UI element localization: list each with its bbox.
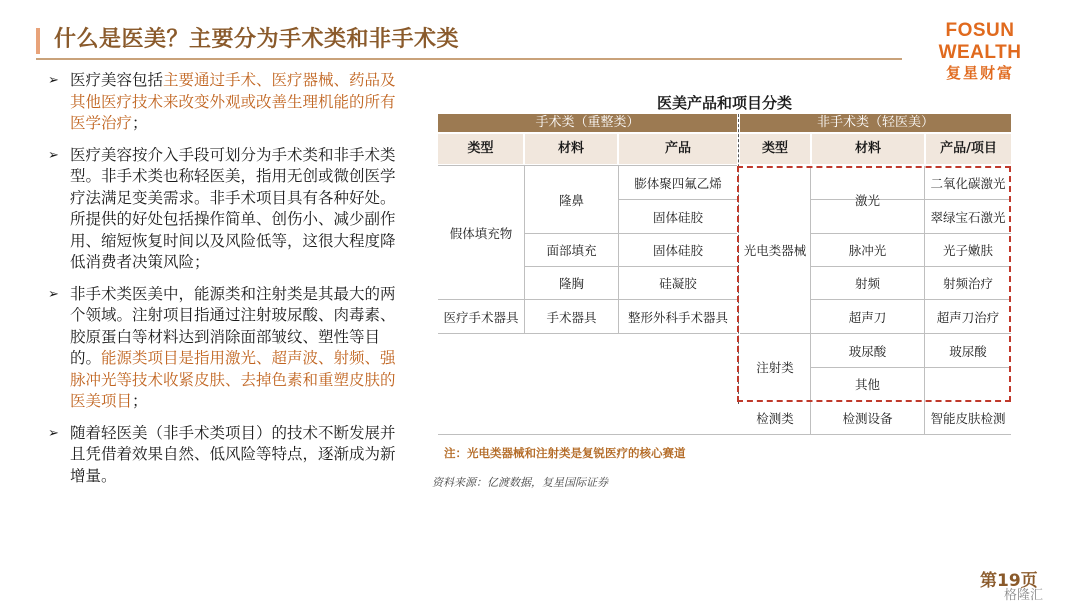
cell-type-injection: 注射类 — [756, 360, 794, 375]
cell-product-gel: 硅凝胶 — [659, 276, 697, 291]
bullet-text: 医疗美容包括主要通过手术、医疗器械、药品及其他医疗技术来改变外观或改善生理机能的所有医学治疗； — [70, 71, 396, 132]
bullet-text: 非手术类医美中，能源类和注射类是其最大的两个领域。注射项目指通过注射玻尿酸、肉毒素、胶原蛋白等材料达到消除面部皱纹、塑性等目的。能源类项目是指用激光、超声波、射频、强脉冲光等技术收紧皮肤、去掉色素和重塑皮肤的医美项目； — [70, 284, 396, 410]
table-note: 注：光电类器械和注射类是复锐医疗的核心赛道 — [444, 446, 686, 460]
col-header-material-left: 材料 — [525, 134, 617, 164]
cell-material-face: 面部填充 — [546, 243, 597, 258]
bullet-text: 随着轻医美（非手术类项目）的技术不断发展并且凭借着效果自然、低风险等特点，逐渐成为新增量。 — [70, 423, 396, 485]
title-underline — [36, 58, 902, 60]
col-header-material-right: 材料 — [812, 134, 924, 164]
col-header-type-left: 类型 — [438, 134, 523, 164]
arrow-bullet-icon: ➢ — [48, 286, 59, 302]
cell-material-ipl: 脉冲光 — [848, 243, 887, 258]
cell-type-device: 医疗手术器具 — [443, 309, 519, 325]
cell-material-other: 其他 — [854, 377, 880, 392]
table-bottom-line — [438, 434, 1011, 435]
fosun-wealth-logo — [905, 20, 1055, 82]
cell-product-ha: 玻尿酸 — [949, 343, 987, 359]
cell-product-photon: 光子嫩肤 — [942, 243, 993, 258]
cell-product-silicone: 固体硅胶 — [652, 243, 703, 258]
watermark: 格隆汇 — [1004, 588, 1044, 603]
col-header-product-left: 产品 — [619, 134, 737, 164]
cell-material-device: 手术器具 — [546, 309, 597, 325]
col-header-type-right: 类型 — [740, 134, 810, 164]
cell-product-co2: 二氧化碳激光 — [930, 175, 1006, 191]
row-divider — [438, 333, 737, 334]
cell-product-ultrasound: 超声刀治疗 — [936, 309, 1000, 325]
cell-product-device: 整形外科手术器具 — [627, 309, 728, 325]
page-number: 第19页 — [980, 571, 1038, 591]
arrow-bullet-icon: ➢ — [48, 425, 59, 441]
classification-table — [438, 114, 1011, 436]
cell-material-breast: 隆胸 — [558, 276, 584, 291]
cell-type-detection: 检测类 — [756, 410, 794, 426]
page-title: 什么是医美？主要分为手术类和非手术类 — [54, 27, 460, 52]
bullet-item — [46, 284, 396, 413]
cell-material-ultrasound: 超声刀 — [848, 309, 887, 325]
cell-product-eptfe: 膨体聚四氟乙烯 — [634, 175, 722, 191]
cell-type-filler: 假体填充物 — [449, 225, 513, 241]
logo-english: FOSUN WEALTH — [938, 20, 1022, 63]
cell-material-rf: 射频 — [854, 276, 880, 291]
cell-material-ha: 玻尿酸 — [848, 343, 887, 359]
cell-product-rf: 射频治疗 — [942, 276, 993, 291]
group-header-surgical: 手术类（重整类） — [438, 114, 737, 132]
table-title: 医美产品和项目分类 — [656, 94, 792, 112]
col-header-product-right: 产品/项目 — [926, 134, 1011, 164]
highlight-box — [737, 166, 1011, 402]
bullet-text: 医疗美容按介入手段可划分为手术类和非手术类型。非手术类也称轻医美，指用无创或微创医学疗法满足变美需求。非手术项目具有各种好处。所提供的好处包括操作简单、创伤小、减少副作用、缩短恢复时间以及风险低等，这很大程度降低消费者决策风险； — [70, 145, 396, 271]
bullet-list — [46, 70, 396, 497]
source-citation: 资料来源：亿渡数据，复星国际证券 — [432, 476, 608, 489]
cell-product-silicone: 固体硅胶 — [652, 209, 703, 225]
arrow-bullet-icon: ➢ — [48, 73, 59, 88]
cell-product-detection: 智能皮肤检测 — [930, 410, 1006, 426]
cell-material-laser: 激光 — [854, 192, 880, 208]
cell-material-nose: 隆鼻 — [558, 192, 584, 208]
logo-chinese: 复星财富 — [945, 64, 1014, 82]
arrow-bullet-icon: ➢ — [48, 147, 59, 163]
title-accent-bar — [36, 28, 40, 54]
bullet-item — [46, 423, 396, 488]
group-header-nonsurgical: 非手术类（轻医美） — [740, 114, 1011, 132]
cell-type-photoelectric: 光电类器械 — [743, 242, 807, 258]
bullet-item — [46, 70, 396, 135]
bullet-item — [46, 145, 396, 274]
cell-material-detection: 检测设备 — [842, 410, 893, 426]
cell-product-emerald: 翠绿宝石激光 — [930, 209, 1006, 225]
